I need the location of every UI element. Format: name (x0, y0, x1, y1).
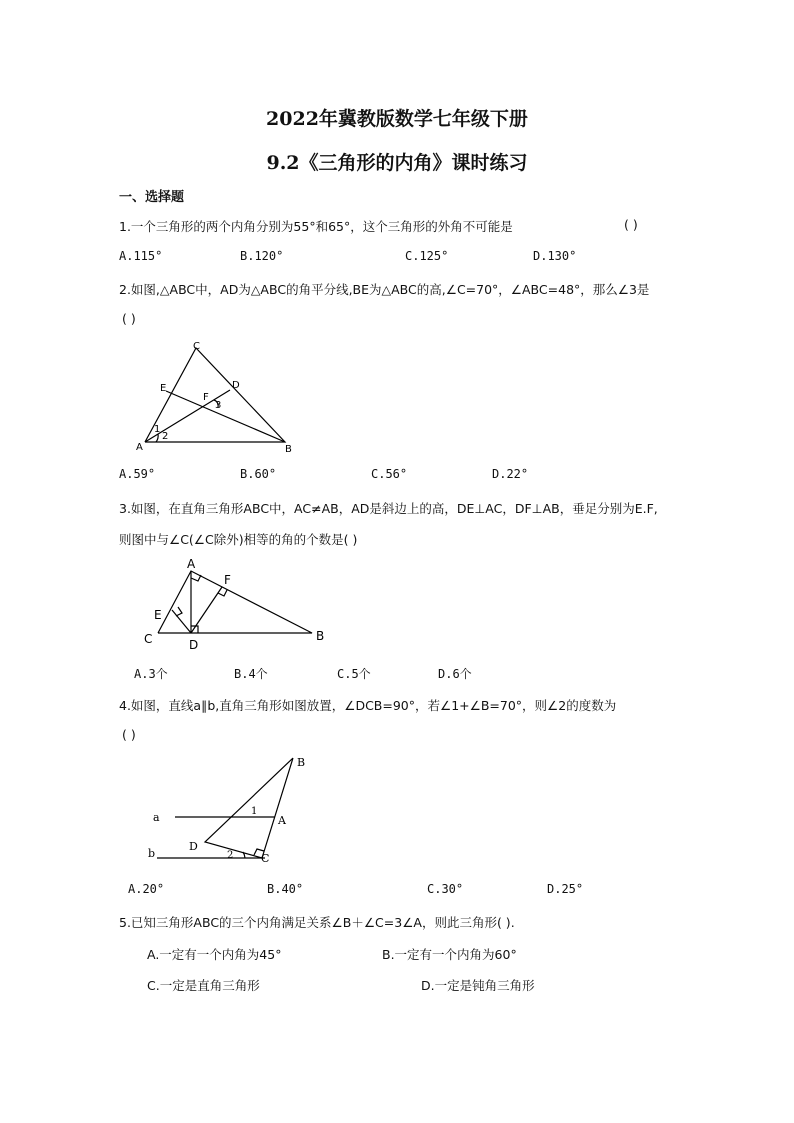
q3-label-c: C (144, 632, 153, 646)
question-5-text: 5.已知三角形ABC的三个内角满足关系∠B＋∠C=3∠A，则此三角形( ). (119, 915, 515, 930)
q2-label-e: E (160, 383, 167, 394)
question-4-bracket: ( ) (122, 727, 136, 742)
q2-segment-be (166, 391, 285, 442)
q4-label-line-a: a (153, 811, 160, 824)
q2-label-b: B (285, 444, 292, 455)
q2-label-c: C (193, 341, 200, 352)
q2-label-1: 1 (154, 424, 161, 435)
figure-q4-parallel-lines (145, 752, 315, 870)
q4-label-a-vertex: A (278, 814, 286, 827)
question-3-text: 3.如图，在直角三角形ABC中，AC≠AB，AD是斜边上的高，DE⊥AC，DF⊥AB，垂足分别为E.F, (119, 501, 658, 516)
q2-option-a: A.59° (119, 467, 156, 481)
q4-option-a: A.20° (128, 882, 165, 896)
q4-label-line-b: b (148, 847, 156, 860)
q5-option-c: C.一定是直角三角形 (147, 978, 260, 993)
q2-label-a: A (136, 442, 143, 453)
q2-option-d: D.22° (492, 467, 529, 481)
q3-label-e: E (154, 608, 162, 622)
q4-label-c: C (261, 852, 270, 865)
figure-q2-triangle (130, 335, 300, 455)
q5-option-d: D.一定是钝角三角形 (421, 978, 535, 993)
q4-option-d: D.25° (547, 882, 584, 896)
question-2-bracket: ( ) (122, 311, 136, 326)
q2-triangle-abc (145, 348, 285, 442)
q3-label-a: A (187, 557, 196, 571)
q2-label-d: D (232, 380, 240, 391)
question-1-text: 1.一个三角形的两个内角分别为55°和65°，这个三角形的外角不可能是 (119, 219, 513, 234)
q4-option-c: C.30° (427, 882, 464, 896)
q2-option-c: C.56° (371, 467, 408, 481)
q3-label-b: B (316, 629, 325, 643)
q5-option-a: A.一定有一个内角为45° (147, 947, 282, 962)
q3-label-d: D (189, 638, 199, 652)
q3-option-c: C.5个 (337, 667, 371, 681)
q4-label-d: D (189, 840, 198, 853)
question-2-text: 2.如图,△ABC中，AD为△ABC的角平分线,BE为△ABC的高,∠C=70°，∠ABC=48°，那么∠3是 (119, 282, 650, 297)
q1-option-d: D.130° (533, 249, 577, 263)
q2-option-b: B.60° (240, 467, 277, 481)
q2-label-2: 2 (162, 431, 169, 442)
section-heading: 一、选择题 (119, 190, 185, 205)
question-4-text: 4.如图，直线a∥b,直角三角形如图放置，∠DCB=90°，若∠1+∠B=70°，则∠2的度数为 (119, 698, 617, 713)
q4-label-b-vertex: B (297, 756, 306, 769)
question-3-text-line-2: 则图中与∠C(∠C除外)相等的角的个数是( ) (119, 532, 358, 547)
q2-label-f: F (203, 392, 209, 403)
q3-right-angle-e (176, 607, 182, 616)
q4-option-b: B.40° (267, 882, 304, 896)
q1-option-c: C.125° (405, 249, 449, 263)
q1-option-a: A.115° (119, 249, 163, 263)
q3-option-d: D.6个 (438, 667, 472, 681)
q3-triangle-abc (158, 571, 312, 633)
q1-option-b: B.120° (240, 249, 284, 263)
question-1-bracket: ( ) (624, 217, 638, 232)
document-subtitle: 9.2《三角形的内角》课时练习 (266, 152, 528, 174)
document-title: 2022年冀教版数学七年级下册 (266, 108, 528, 130)
q3-option-b: B.4个 (234, 667, 268, 681)
q4-label-2: 2 (227, 850, 234, 861)
q2-label-3: 3 (215, 400, 222, 411)
figure-q3-right-triangle (140, 555, 340, 655)
q3-option-a: A.3个 (134, 667, 168, 681)
q4-label-1: 1 (251, 806, 258, 817)
q4-triangle-bcd (205, 758, 293, 858)
q5-option-b: B.一定有一个内角为60° (382, 947, 517, 962)
q3-label-f: F (224, 573, 231, 587)
